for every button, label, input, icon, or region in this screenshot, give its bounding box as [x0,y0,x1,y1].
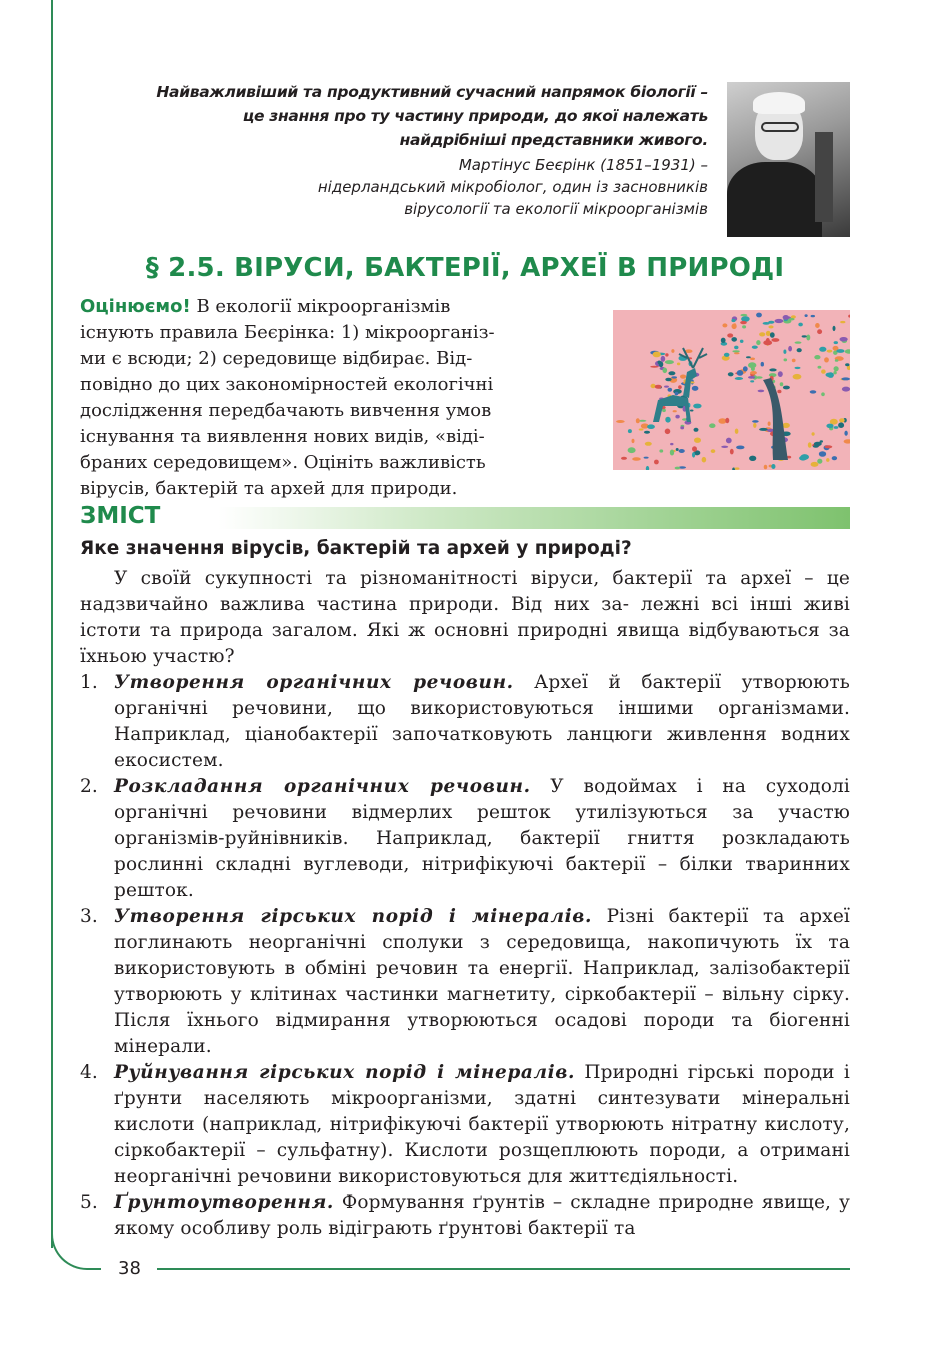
intro-line: існують правила Беєрінка: 1) мікроорганіз- [80,322,495,343]
confetti-dot [730,449,734,455]
confetti-dot [665,353,668,356]
confetti-dot [841,377,850,380]
list-item-number: 4. [80,1062,98,1083]
confetti-dot [636,418,640,423]
confetti-dot [711,449,716,453]
confetti-dot [721,338,726,343]
confetti-dot [771,464,775,469]
confetti-dot [814,355,820,359]
confetti-dot [768,422,771,426]
confetti-dot [763,340,772,345]
confetti-dot [806,335,810,341]
epigraph-author [80,154,708,220]
confetti-dot [662,409,666,412]
confetti-dot [664,386,669,388]
list-item [80,1190,850,1242]
confetti-dot [671,376,677,378]
confetti-dot [802,335,807,337]
confetti-dot [734,352,739,354]
paragraph-line: У своїй сукупності та різноманітності віруси, бактерії та [114,568,728,589]
list-item [80,904,850,1060]
confetti-dot [735,429,739,434]
confetti-dot [770,332,775,338]
confetti-dot [692,452,695,458]
confetti-dot [758,390,765,393]
confetti-dot [752,420,759,423]
confetti-dot [789,318,795,321]
confetti-dot [808,442,812,448]
confetti-dot [675,415,679,419]
confetti-dot [676,448,679,451]
confetti-dot [663,368,668,374]
paragraph-line: природні явища відбуваються за їхньою участю? [80,620,850,667]
confetti-dot [665,360,674,364]
paragraph-line: археї – це надзвичайно важлива частина природи. Від них за- [80,568,850,615]
confetti-dot [735,467,740,469]
page-bottom-rule [157,1268,850,1270]
confetti-dot [647,424,655,429]
confetti-dot [743,366,748,371]
confetti-dot [775,319,784,323]
confetti-dot [766,331,771,336]
confetti-dot [798,323,803,327]
epigraph-quote-line: найдрібніші представники живого. [399,131,708,149]
confetti-dot [815,323,820,328]
confetti-dot [678,385,682,389]
confetti-dot [748,376,755,379]
epigraph-quote-line: Найважливіший та продуктивний сучасний напрямок біології – [156,83,708,101]
content-heading: ЗМІСТ [80,503,161,529]
list-item-term: Утворення гірських порід і мінералів. [114,906,593,927]
confetti-dot [644,457,649,459]
confetti-dot [842,387,850,392]
confetti-dot [780,382,784,386]
confetti-dot [659,449,663,452]
confetti-dot [628,447,636,453]
intro-line: В екології мікроорганізмів [190,296,451,317]
confetti-dot [777,390,781,394]
confetti-dot [644,431,650,434]
confetti-dot [810,390,817,393]
confetti-dot [731,319,735,322]
confetti-dot [834,341,838,344]
confetti-dot [783,386,790,390]
confetti-dot [742,325,746,328]
list-item-number: 1. [80,672,98,693]
confetti-dot [768,325,773,328]
intro-line: дослідження передбачають вивчення умов [80,400,492,421]
confetti-dot [740,321,747,324]
confetti-dot [726,438,732,444]
intro-line: існування та виявлення нових видів, «віді- [80,426,485,447]
confetti-dot [845,363,849,366]
confetti-dot [639,428,644,430]
confetti-dot [840,321,845,323]
confetti-dot [817,329,822,334]
portrait-coat [727,162,822,237]
confetti-dot [795,341,802,343]
confetti-dot [756,340,760,345]
confetti-dot [658,361,662,365]
confetti-dot [628,429,632,433]
confetti-dot [671,349,674,353]
confetti-dot [811,315,815,317]
confetti-dot [771,338,779,342]
confetti-dot [784,358,788,361]
epigraph-quote-line: це знання про ту частину природи, до якої належать [242,107,708,125]
confetti-dot [833,326,836,331]
confetti-dot [749,456,756,461]
intro-line: ми є всюди; 2) середовище відбирає. Від- [80,348,473,369]
confetti-dot [709,423,715,428]
confetti-dot [783,315,789,320]
confetti-dot [654,460,659,465]
intro-line: повідно до цих закономірностей екологічні [80,374,494,395]
confetti-dot [819,451,826,457]
content-body [80,566,850,1242]
confetti-dot [741,314,748,316]
epigraph [80,80,708,220]
confetti-dot [838,422,844,428]
confetti-dot [645,442,652,446]
confetti-dot [670,443,673,445]
confetti-dot [651,384,656,388]
list-item-term: Розкладання органічних речовин. [114,776,531,797]
confetti-dot [693,404,701,409]
confetti-dot [818,366,822,369]
confetti-dot [632,439,635,443]
confetti-dot [665,417,670,423]
confetti-dot [721,446,728,448]
list-item [80,774,850,904]
list-item-text: Різні бактерії та археї поглинають неорганічні сполуки з середовища, накопичують їх та використовують в обміні речовин та енергії. Наприклад, залізобактерії утворюють у клітинах частинки магнетиту, сіркобактерії – вільну сірку. Після їхнього відмирання утворюються осадові породи та біогенні мінерали. [114,906,850,1057]
confetti-dot [679,449,685,453]
confetti-dot [824,357,829,362]
confetti-dot [661,356,666,362]
confetti-dot [750,358,755,361]
confetti-dot [833,371,836,374]
confetti-dot [817,459,822,464]
confetti-dot [690,410,694,412]
confetti-dot [832,456,837,460]
intro-paragraph [80,294,592,502]
confetti-dot [756,313,762,318]
confetti-dot [694,438,701,443]
confetti-dot [834,426,839,429]
confetti-dot [675,467,681,470]
confetti-dot [783,350,786,354]
confetti-dot [813,445,819,448]
page-left-rule [51,0,53,1248]
epigraph-quote [80,80,708,152]
confetti-dot [778,371,783,377]
confetti-dot [795,367,801,369]
confetti-dot [792,359,796,363]
confetti-dot [761,362,764,367]
intro-line: браних середовищем». Оцініть важливість [80,452,486,473]
confetti-dot [680,426,684,429]
paragraph-line: лежні всі інші живі істоти та природа загалом. Які ж основні [80,594,850,641]
confetti-dot [788,346,792,352]
confetti-dot [821,369,826,373]
confetti-dot [665,378,671,381]
confetti-dot [650,366,658,368]
confetti-dot [769,368,776,371]
confetti-dot [736,446,744,450]
confetti-dot [727,333,733,337]
list-item-term: Руйнування гірських порід і мінералів. [114,1062,575,1083]
content-question: Яке значення вірусів, бактерій та архей у природі? [80,538,632,559]
page-number: 38 [118,1258,141,1279]
phenomena-list [80,670,850,1242]
confetti-dot [836,349,844,353]
deer-tree-svg [613,310,850,470]
confetti-dot [827,350,833,353]
confetti-dot [793,374,802,380]
confetti-dot [759,332,765,336]
confetti-dot [731,337,737,342]
confetti-dot [728,372,734,376]
beijerinck-portrait [727,82,850,237]
confetti-dot [746,356,751,358]
confetti-dot [753,423,756,428]
confetti-dot [724,353,730,357]
confetti-dot [680,375,686,379]
intro-lead: Оцінюємо! [80,296,191,317]
portrait-glasses [761,122,799,132]
confetti-dot [748,362,756,368]
list-item-text: У водоймах і на суходолі органічні речовини відмерлих решток утилізуються за участю організмів-руйнівників. Наприклад, бактерії гниття розкладають рослинні складні вуглеводи, нітрифікуючі бактерії – білки тваринних решток. [114,776,850,901]
epigraph-author-line: Мартінус Беєрінк (1851–1931) – [458,156,708,174]
confetti-dot [840,337,848,342]
portrait-microscope [815,132,833,222]
confetti-dot [677,363,680,366]
confetti-dot [702,457,707,463]
confetti-dot [655,385,662,389]
confetti-dot [764,465,768,470]
portrait-hair [753,92,805,114]
confetti-dot [665,429,671,435]
confetti-dot [759,428,768,431]
confetti-dot [675,392,679,396]
confetti-dot [826,458,829,462]
confetti-dot [694,428,699,432]
confetti-dot [740,340,744,343]
confetti-dot [835,359,839,362]
confetti-dot [616,420,625,423]
deer-tree-illustration [613,310,850,470]
confetti-dot [668,388,673,392]
list-item-number: 5. [80,1192,98,1213]
confetti-dot [826,373,833,377]
confetti-dot [632,457,641,461]
confetti-dot [621,457,627,460]
epigraph-author-line: нідерландський мікробіолог, один із засновників [317,178,708,196]
list-item-number: 3. [80,906,98,927]
confetti-dot [750,371,757,375]
confetti-dot [673,410,677,412]
confetti-dot [812,432,815,435]
confetti-dot [653,352,661,358]
list-item-text: Формування ґрунтів – складне природне явище, у якому особливу роль відіграють ґрунтові бактерії та [114,1192,850,1239]
list-item-term: Утворення органічних речовин. [114,672,514,693]
list-item-term: Ґрунтоутворення. [114,1192,334,1213]
confetti-dot [811,462,819,467]
intro-paragraph-body [80,566,850,670]
confetti-dot [821,392,825,396]
list-item-text: Природні гірські породи і ґрунти населяють мікроорганізми, здатні синтезувати мінеральні кислоти (наприклад, нітрифікуючі бактерії утворюють нітратну кислоту, сіркобактерії – сульфатну). Кислоти розщеплюють породи, а отримані неорганічні речовини використовуються для життєдіяльності. [114,1062,850,1187]
epigraph-author-line: вірусології та екології мікроорганізмів [404,200,708,218]
confetti-dot [732,350,740,352]
confetti-dot [725,418,729,423]
confetti-dot [750,380,754,382]
confetti-dot [737,370,744,376]
confetti-dot [844,431,847,436]
intro-line: вірусів, бактерій та архей для природи. [80,478,458,499]
confetti-dot [733,323,736,328]
confetti-dot [763,322,770,325]
confetti-dot [824,445,832,448]
confetti-dot [670,450,674,456]
list-item [80,1060,850,1190]
list-item-number: 2. [80,776,98,797]
confetti-dot [826,424,833,429]
section-title: § 2.5. ВІРУСИ, БАКТЕРІЇ, АРХЕЇ В ПРИРОДІ [145,253,785,283]
list-item [80,670,850,774]
confetti-dot [734,346,738,350]
heading-bar [80,507,850,529]
confetti-dot [834,366,839,371]
confetti-dot [800,454,809,460]
confetti-dot [735,377,743,380]
confetti-dot [668,371,675,375]
confetti-dot [692,446,697,451]
list-item-text: Археї й бактерії утворюють органічні речовини, що використовуються іншими організмами. Наприклад, ціанобактерії започатковують ланцюги живлення водних екосистем. [114,672,850,771]
confetti-dot [839,418,845,422]
confetti-dot [805,314,808,317]
confetti-dot [797,348,802,352]
confetti-dot [722,323,727,327]
confetti-dot [752,346,758,349]
confetti-dot [819,347,826,352]
confetti-dot [692,386,699,391]
